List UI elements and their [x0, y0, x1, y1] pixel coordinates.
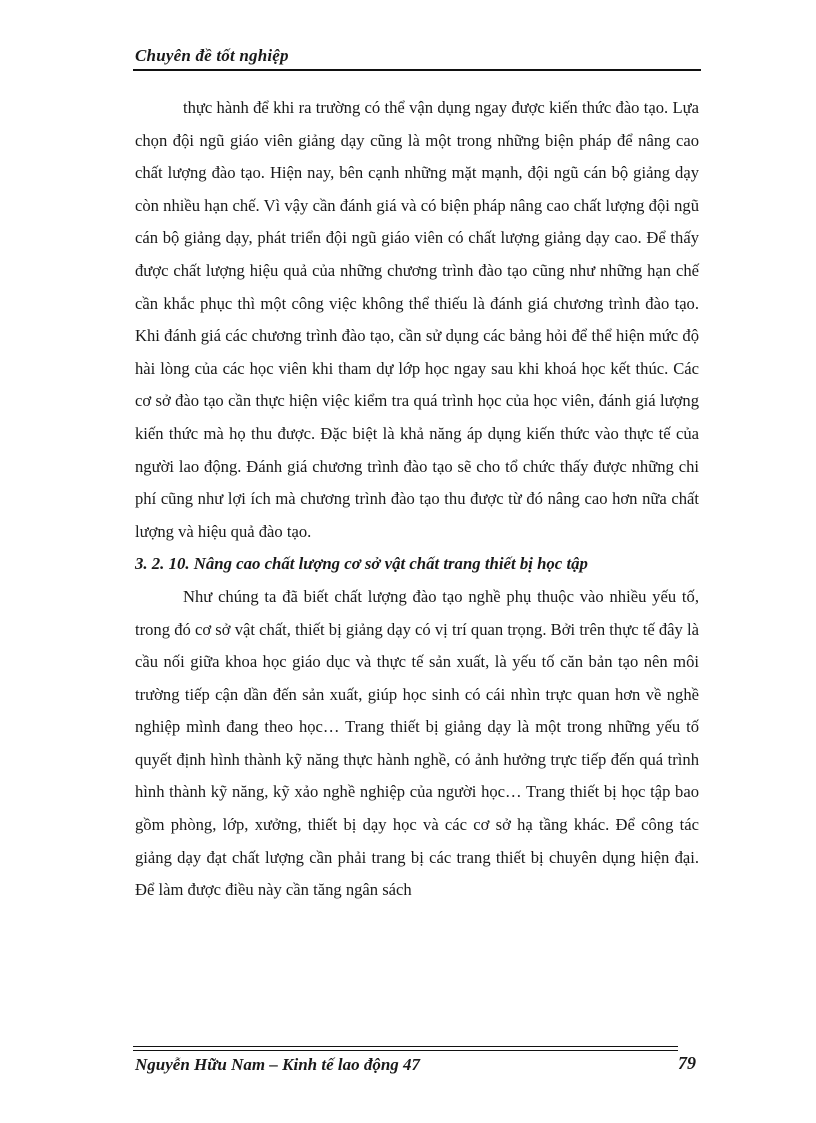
body-paragraph-2: Như chúng ta đã biết chất lượng đào tạo nghề phụ thuộc vào nhiều yếu tố, trong đó cơ sở vật chất, thiết bị giảng dạy có vị trí quan trọng. Bởi trên thực tế đây là cầu nối giữa khoa học giáo dục và thực tế sản xuất, là yếu tố căn bản tạo nên môi trường tiếp cận dần đến sản xuất, giúp học sinh có cái nhìn trực quan hơn về nghề nghiệp mình đang theo học… Trang thiết bị giảng dạy là một trong những yếu tố quyết định hình thành kỹ năng thực hành nghề, có ảnh hưởng trực tiếp đến quá trình hình thành kỹ năng, kỹ xảo nghề nghiệp của người học… Trang thiết bị học tập bao gồm phòng, lớp, xưởng, thiết bị dạy học và các cơ sở hạ tầng khác. Để công tác giảng dạy đạt chất lượng cần phải trang bị các trang thiết bị chuyên dụng hiện đại. Để làm được điều này cần tăng ngân sách [135, 586, 699, 900]
page-number: 79 [678, 1053, 696, 1073]
document-body [135, 92, 699, 907]
footer-divider-top [133, 1046, 678, 1047]
page-header-title: Chuyên đề tốt nghiệp [135, 46, 289, 65]
footer-divider-bottom [133, 1050, 678, 1051]
header-divider [133, 69, 701, 71]
section-heading: 3. 2. 10. Nâng cao chất lượng cơ sở vật chất trang thiết bị học tập [135, 554, 588, 574]
body-paragraph-1: thực hành để khi ra trường có thể vận dụng ngay được kiến thức đào tạo. Lựa chọn đội ngũ giáo viên giảng dạy cũng là một trong những biện pháp để nâng cao chất lượng đào tạo. Hiện nay, bên cạnh những mặt mạnh, đội ngũ cán bộ giảng dạy còn nhiều hạn chế. Vì vậy cần đánh giá và có biện pháp nâng cao chất lượng đội ngũ cán bộ giảng dạy, phát triển đội ngũ giáo viên có chất lượng giảng dạy cao. Để thấy được chất lượng hiệu quả của những chương trình đào tạo cũng như những hạn chế cần khắc phục thì một công việc không thể thiếu là đánh giá chương trình đào tạo. Khi đánh giá các chương trình đào tạo, cần sử dụng các bảng hỏi để thể hiện mức độ hài lòng của các học viên khi tham dự lớp học ngay sau khi khoá học kết thúc. Các cơ sở đào tạo cần thực hiện việc kiểm tra quá trình học của học viên, đánh giá lượng kiến thức mà họ thu được. Đặc biệt là khả năng áp dụng kiến thức vào thực tế của người lao động. Đánh giá chương trình đào tạo sẽ cho tổ chức thấy được những chi phí cũng như lợi ích mà chương trình đào tạo thu được từ đó nâng cao hơn nữa chất lượng và hiệu quả đào tạo. [135, 98, 699, 541]
footer-author: Nguyễn Hữu Nam – Kinh tế lao động 47 [135, 1055, 421, 1074]
